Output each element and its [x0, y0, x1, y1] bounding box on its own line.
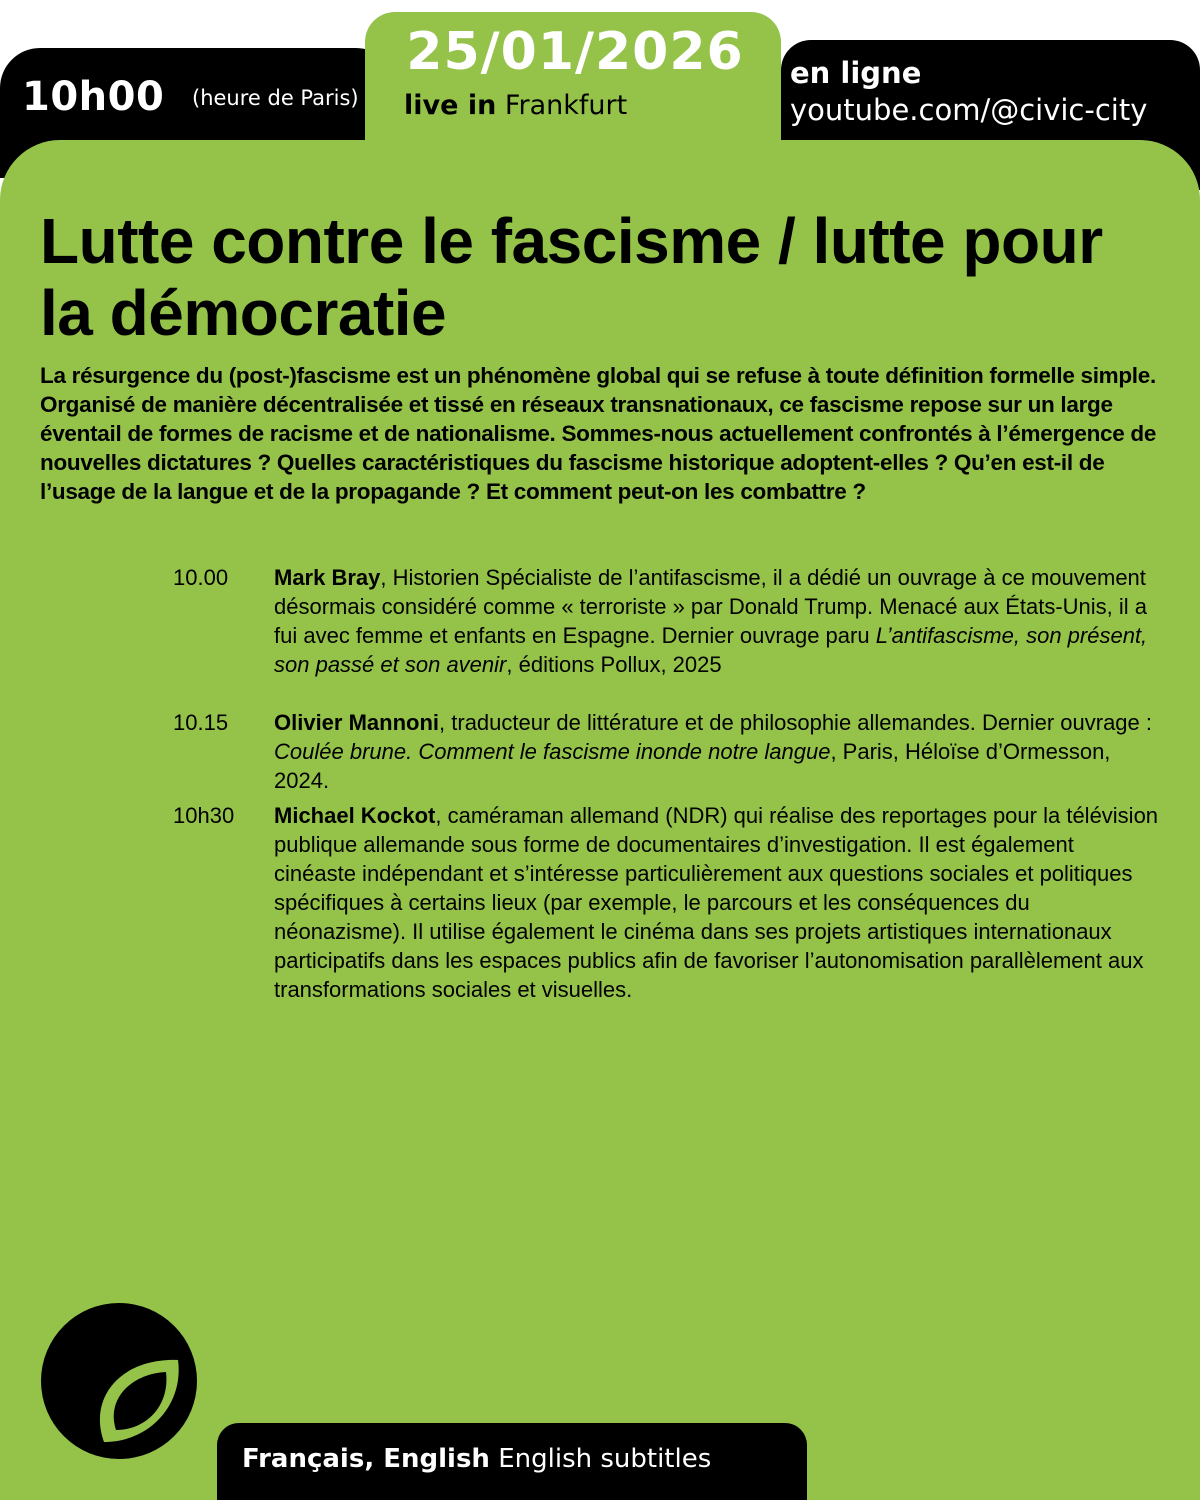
live-location [404, 90, 627, 121]
speaker-bio: , Historien Spécialiste de l’antifascisme, il a dédié un ouvrage à ce mouvement désormais considéré comme « terroriste » par Donald Trump. Menacé aux États-Unis, il a fui avec femme et enfants en Espagne. Dernier ouvrage paru [274, 565, 1148, 648]
languages-spoken: Français, English [242, 1444, 490, 1474]
online-url-link[interactable]: youtube.com/@civic-city [790, 93, 1148, 127]
speaker-name: Olivier Mannoni [274, 710, 440, 735]
language-info [242, 1444, 711, 1474]
event-date: 25/01/2026 [406, 22, 744, 82]
speaker-name: Michael Kockot [274, 803, 436, 828]
online-label: en ligne [790, 56, 922, 90]
subtitles-info: English subtitles [498, 1444, 712, 1474]
book-details: , éditions Pollux, 2025 [506, 652, 722, 677]
live-prefix: live in [404, 90, 497, 121]
program-description [274, 563, 1159, 679]
speaker-name: Mark Bray [274, 565, 381, 590]
program-time: 10.15 [173, 710, 229, 735]
program-description [274, 708, 1159, 795]
speaker-bio: , caméraman allemand (NDR) qui réalise des reportages pour la télévision publique allemande sous forme de documentaires d’investigation. Il est également cinéaste indépendant et s’intéresse particulièrement aux questions sociales et politiques spécifiques à certains lieux (par exemple, le parcours et les conséquences du néonazisme). Il utilise également le cinéma dans ses projets artistiques internationaux participatifs dans les espaces publics afin de favoriser l’autonomisation parallèlement aux transformations sociales et visuelles. [274, 803, 1159, 1002]
book-details: , Paris, Héloïse d’Ormesson, 2024. [274, 739, 1111, 793]
circle-leaf-logo-icon [40, 1302, 198, 1460]
book-title: L’antifascisme, son présent, son passé et son avenir [274, 623, 1148, 677]
program-time: 10h30 [173, 803, 235, 828]
timezone-note: (heure de Paris) [192, 86, 359, 110]
book-title: Coulée brune. Comment le fascisme inonde notre langue [274, 739, 831, 764]
event-time: 10h00 [22, 74, 165, 120]
program-description [274, 801, 1159, 1004]
live-city: Frankfurt [504, 90, 628, 121]
page-title: Lutte contre le fascisme / lutte pour la démocratie [40, 205, 1103, 349]
speaker-bio: , traducteur de littérature et de philosophie allemandes. Dernier ouvrage : [439, 710, 1153, 735]
intro-text: La résurgence du (post-)fascisme est un phénomène global qui se refuse à toute définition formelle simple. Organisé de manière décentralisée et tissé en réseaux transnationaux, ce fascisme repose sur un large éventail de formes de racisme et de nationalisme. Sommes-nous actuellement confrontés à l’émergence de nouvelles dictatures ? Quelles caractéristiques du fascisme historique adoptent-elles ? Qu’en est-il de l’usage de la langue et de la propagande ? Et comment peut-on les combattre ? [40, 363, 1157, 504]
program-time: 10.00 [173, 565, 229, 590]
